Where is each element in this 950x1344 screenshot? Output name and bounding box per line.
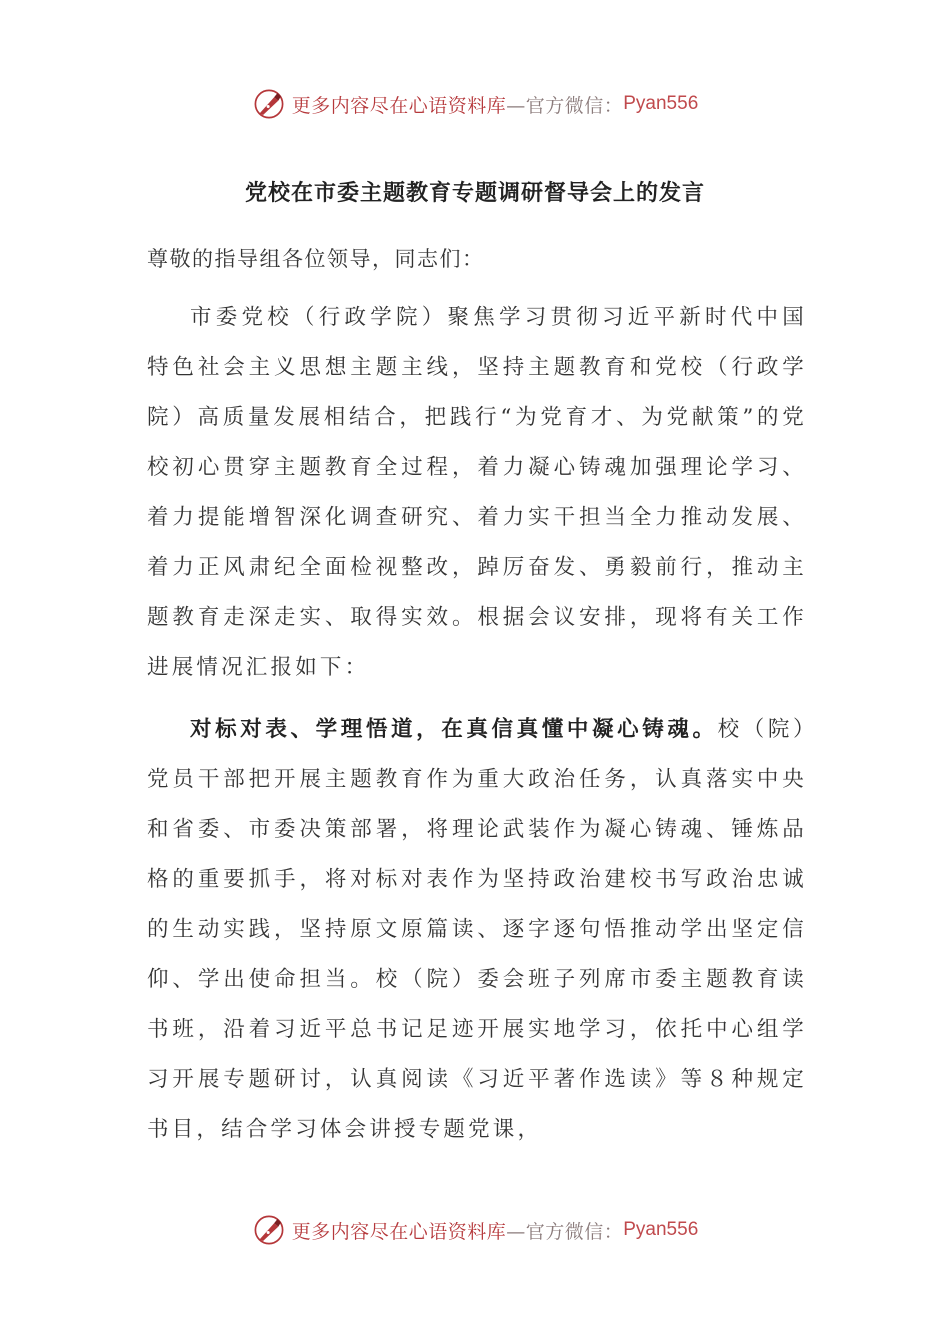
paragraph-section-one [147,705,807,1155]
banner-text-gray: —官方微信： [506,1220,624,1243]
footer-watermark-banner [0,1210,950,1250]
section-heading-lead: 对标对表、学理悟道，在真信真懂中凝心铸魂。 [190,717,718,742]
banner-wechat-id: Pyan556 [623,1219,699,1240]
section-body-text: 校（院）党员干部把开展主题教育作为重大政治任务，认真落实中央和省委、市委决策部署，将理论武装作为凝心铸魂、锤炼品格的重要抓手，将对标对表作为坚持政治建校书写政治忠诚的生动实践，坚持原文原篇读、逐字逐句悟推动学出坚定信仰、学出使命担当。校（院）委会班子列席市委主题教育读书班，沿着习近平总书记足迹开展实地学习，依托中心组学习开展专题研讨，认真阅读《习近平著作选读》等８种规定书目，结合学习体会讲授专题党课， [147,717,808,1142]
banner-text-red: 更多内容尽在心语资料库 [291,1220,507,1243]
document-title: 党校在市委主题教育专题调研督导会上的发言 [244,180,705,206]
banner-text-gray: —官方微信： [506,94,624,117]
pen-nib-logo-icon [252,1213,286,1247]
banner-wechat-id: Pyan556 [623,93,699,114]
paragraph-intro: 市委党校（行政学院）聚焦学习贯彻习近平新时代中国特色社会主义思想主题主线，坚持主题教育和党校（行政学院）高质量发展相结合，把践行“为党育才、为党献策”的党校初心贯穿主题教育全过程，着力凝心铸魂加强理论学习、着力提能增智深化调查研究、着力实干担当全力推动发展、着力正风肃纪全面检视整改，踔厉奋发、勇毅前行，推动主题教育走深走实、取得实效。根据会议安排，现将有关工作进展情况汇报如下： [147,305,807,680]
header-watermark-banner [0,84,950,124]
pen-nib-logo-icon [252,87,286,121]
banner-text-red: 更多内容尽在心语资料库 [291,94,507,117]
greeting-line: 尊敬的指导组各位领导，同志们： [147,247,485,271]
